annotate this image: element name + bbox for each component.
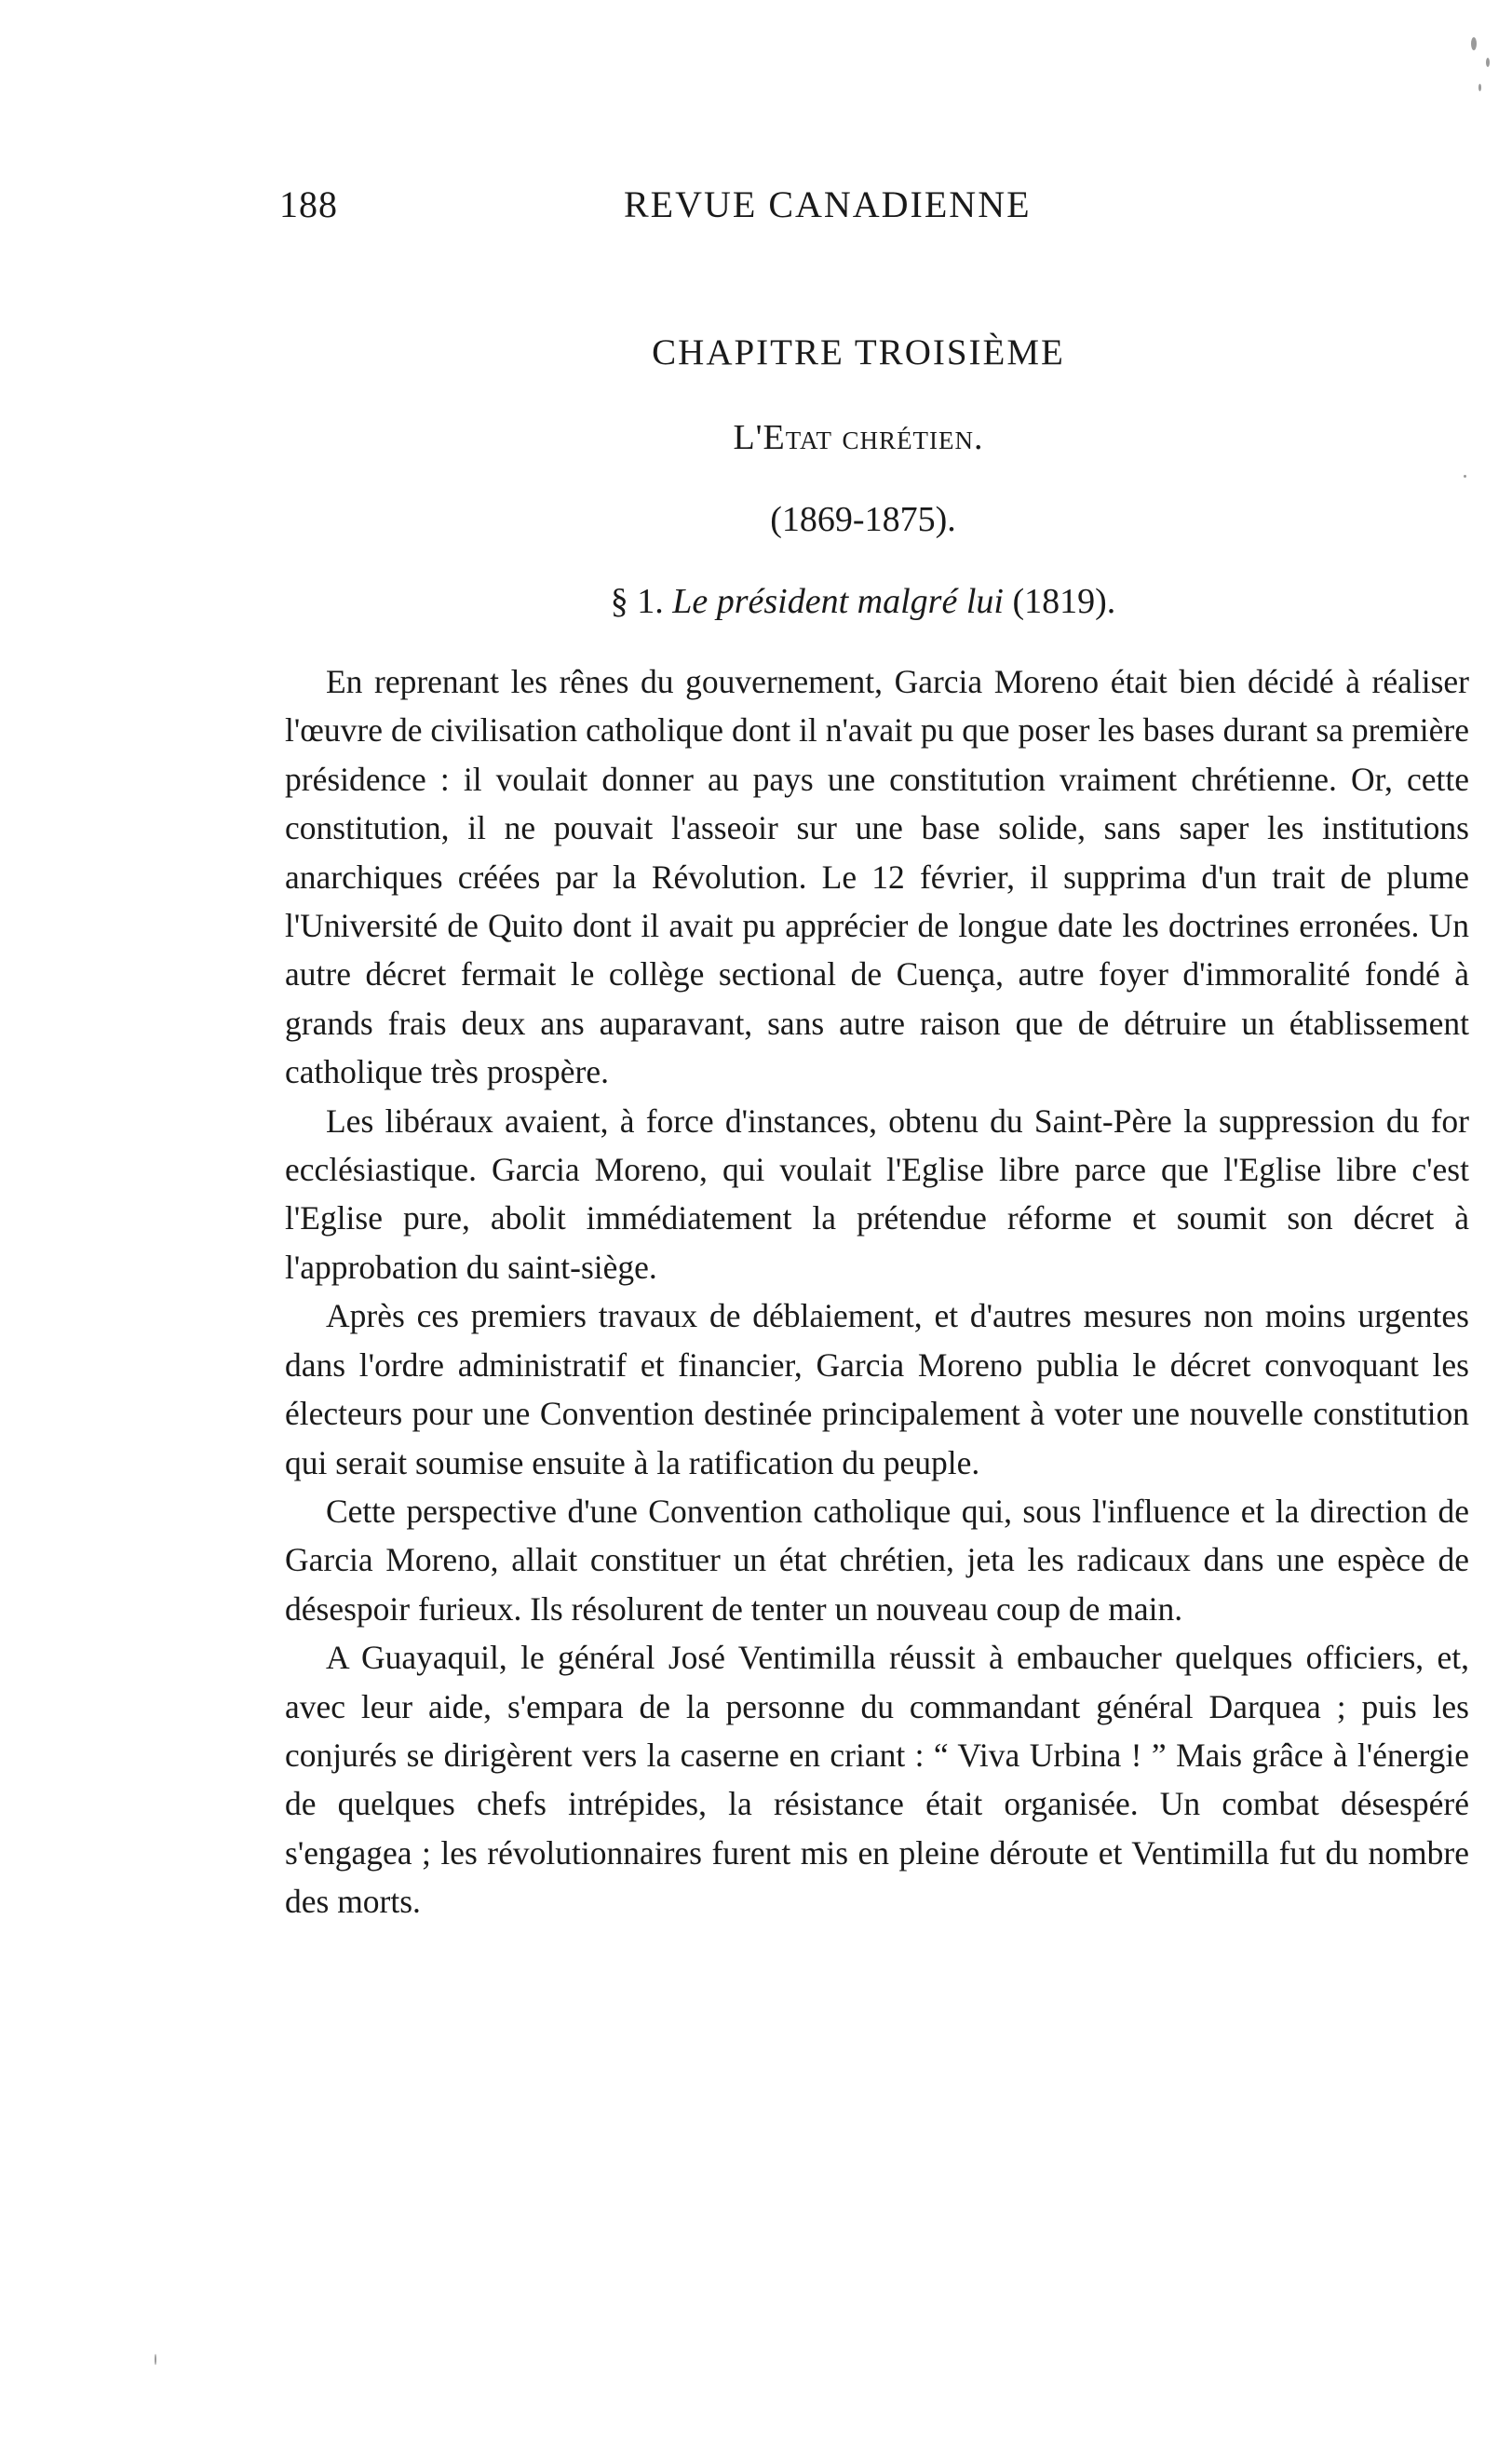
paragraph: Cette perspective d'une Convention catholique qui, sous l'influence et la direction de Garcia Moreno, allait constituer un état chrétien, jeta les radicaux dans une espèce de désespoir furieux. Ils résolurent de tenter un nouveau coup de main. — [285, 1492, 1469, 1628]
section-heading — [0, 581, 1512, 622]
scan-speck — [1464, 475, 1466, 478]
scan-speck — [1478, 84, 1481, 91]
running-head — [279, 182, 1238, 238]
chapter-subtitle — [0, 417, 1512, 458]
body-text — [285, 657, 1469, 1926]
journal-title: REVUE CANADIENNE — [624, 183, 1032, 225]
paragraph: A Guayaquil, le général José Ventimilla réussit à embaucher quelques officiers, et, avec leur aide, s'empara de la personne du commandant général Darquea ; puis les conjurés se dirigèrent vers la caserne en criant : “ Viva Urbina ! ” Mais grâce à l'énergie de quelques chefs intrépides, la résistance était organisée. Un combat désespéré s'engagea ; les révolutionnaires furent mis en pleine déroute et Ventimilla fut du nombre des morts. — [285, 1639, 1469, 1921]
section-number: 1. — [637, 582, 664, 621]
page-number: 188 — [279, 183, 338, 225]
scan-speck — [1471, 37, 1477, 50]
scan-speck — [1486, 58, 1490, 67]
chapter-subtitle-rest: tat chrétien. — [785, 418, 984, 457]
chapter-dates: (1869-1875). — [770, 500, 956, 539]
scan-speck — [155, 2354, 156, 2365]
chapter-title: CHAPITRE TROISIÈME — [652, 332, 1065, 372]
section-symbol: § — [610, 582, 628, 621]
paragraph: Les libéraux avaient, à force d'instances, obtenu du Saint-Père la suppression du for ecclésiastique. Garcia Moreno, qui voulait l'Eglise libre parce que l'Eglise libre c'est l'Eglise pure, abolit immédiatement la prétendue réforme et soumit son décret à l'approbation du saint-siège. — [285, 1102, 1469, 1286]
section-year: (1819). — [1012, 582, 1116, 621]
paragraph: Après ces premiers travaux de déblaiement, et d'autres mesures non moins urgentes dans l'ordre administratif et financier, Garcia Moreno publia le décret convoquant les électeurs pour une Convention destinée principalement à voter une nouvelle constitution qui serait soumise ensuite à la ratification du peuple. — [285, 1297, 1469, 1481]
section-title: Le président malgré lui — [672, 582, 1004, 621]
chapter-subtitle-initial: L'E — [733, 418, 786, 457]
paragraph: En reprenant les rênes du gouvernement, Garcia Moreno était bien décidé à réaliser l'œuvre de civilisation catholique dont il n'avait pu que poser les bases durant sa première présidence : il voulait donner au pays une constitution vraiment chrétienne. Or, cette constitution, il ne pouvait l'asseoir sur une base solide, sans saper les institutions anarchiques créées par la Révolution. Le 12 février, il supprima d'un trait de plume l'Université de Quito dont il avait pu apprécier de longue date les doctrines erronées. Un autre décret fermait le collège sectional de Cuença, autre foyer d'immoralité fondé à grands frais deux ans auparavant, sans autre raison que de détruire un établissement catholique très prospère. — [285, 663, 1469, 1091]
